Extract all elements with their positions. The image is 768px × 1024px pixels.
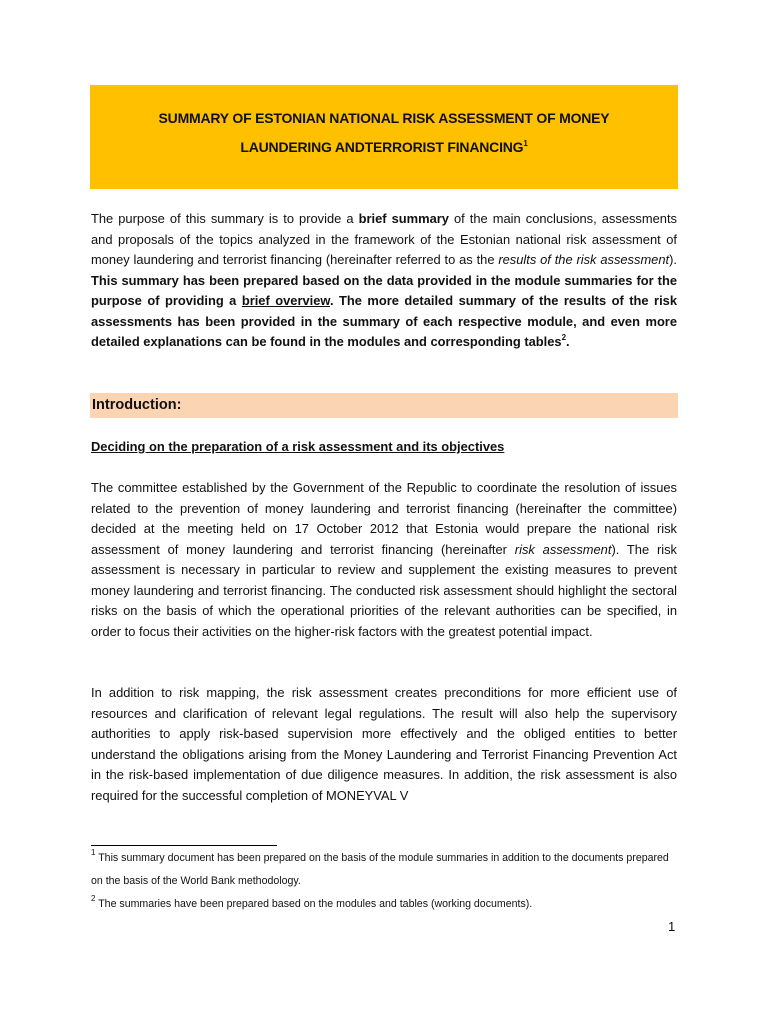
footnote-separator xyxy=(91,845,277,846)
summary-paragraph xyxy=(91,209,677,353)
introduction-heading-bar xyxy=(90,393,678,418)
risk-mapping-paragraph: In addition to risk mapping, the risk assessment creates preconditions for more efficient use of resources and clarification of relevant legal regulations. The result will also help the supervisory authorities to apply risk-based supervision more effectively and the obliged entities to better understand the obligations arising from the Money Laundering and Terrorist Financing Prevention Act in the risk-based implementation of due diligence measures. In addition, the risk assessment is also required for the successful completion of MONEYVAL V xyxy=(91,685,677,803)
bold-text: This summary has been prepared based on the data provided in the module summaries for the purpose of providing a xyxy=(91,272,677,308)
italic-text: results of the risk assessment xyxy=(498,252,670,267)
footnote-ref-1[interactable]: 1 xyxy=(523,139,528,148)
introduction-heading: Introduction: xyxy=(92,397,182,413)
title-text: LAUNDERING ANDTERRORIST FINANCING xyxy=(240,139,524,155)
footnote-ref-2[interactable]: 2 xyxy=(561,333,567,342)
title-line-2 xyxy=(90,139,678,155)
text: of the main conclusions, assessments and proposals of the topics analyzed in the framework of the Estonian national risk assessment of money laundering and terrorist financing (hereinafter referred to as the xyxy=(91,211,677,267)
text: The purpose of this summary is to provide a xyxy=(91,211,359,226)
document-title-box xyxy=(90,85,678,189)
bold-text: brief summary xyxy=(358,211,449,226)
footnote-text: This summary document has been prepared on the basis of the module summaries in addition to the documents prepared on the basis of the World Bank methodology. xyxy=(91,852,669,887)
page-number: 1 xyxy=(668,919,676,934)
text: ). The risk assessment is necessary in particular to review and supplement the existing measures to prevent money laundering and terrorist financing. The conducted risk assessment should highlight the sectoral risks on the basis of which the operational priorities of the relevant authorities can be specified, in order to focus their activities on the higher-risk factors with the greatest potential impact. xyxy=(91,541,677,639)
footnote-1 xyxy=(91,847,681,893)
footnote-text: The summaries have been prepared based on the modules and tables (working documents). xyxy=(95,898,533,910)
subheading: Deciding on the preparation of a risk assessment and its objectives xyxy=(91,439,505,454)
underlined-bold-text: brief overview xyxy=(241,293,330,308)
footnote-2 xyxy=(91,893,681,916)
text: ). xyxy=(669,252,677,267)
bold-text: . The more detailed summary of the results of the risk assessments has been provided in the summary of each respective module, and even more detailed explanations can be found in the modules and corresponding tables xyxy=(91,293,677,349)
italic-text: risk assessment xyxy=(514,541,612,557)
title-line-1: SUMMARY OF ESTONIAN NATIONAL RISK ASSESSMENT OF MONEY xyxy=(158,110,610,126)
footnote-number: 1 xyxy=(91,848,96,857)
footnote-number: 2 xyxy=(91,894,96,903)
committee-paragraph xyxy=(91,478,677,642)
text: The committee established by the Government of the Republic to coordinate the resolution of issues related to the prevention of money laundering and terrorist financing (hereinafter the committee) decided at the meeting held on 17 October 2012 that Estonia would prepare the national risk assessment of money laundering and terrorist financing (hereinafter xyxy=(91,480,677,557)
text: . xyxy=(566,334,570,349)
